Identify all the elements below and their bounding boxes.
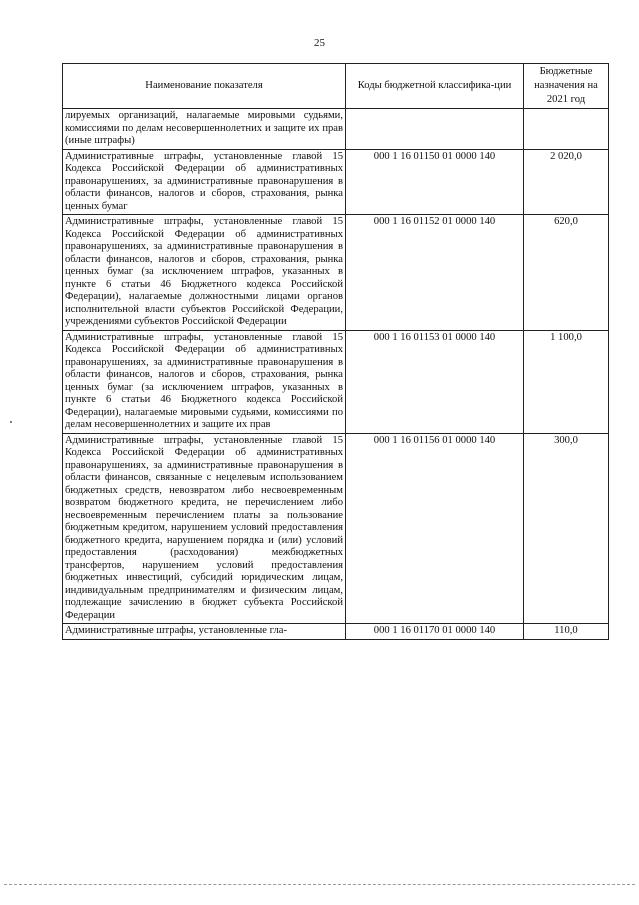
budget-table xyxy=(62,63,609,640)
table-row xyxy=(63,624,609,640)
row-amount: 110,0 xyxy=(524,624,609,640)
header-name: Наименование показателя xyxy=(63,64,346,109)
row-amount: 1 100,0 xyxy=(524,330,609,433)
scan-speck xyxy=(10,421,12,423)
row-name: Административные штрафы, установленные главой 15 Кодекса Российской Федерации об административных правонарушениях, за административные правонарушения в области финансов, связанные с нецелевым использованием бюджетных средств, невозвратом либо несвоевременным возвратом бюджетного кредита, не перечислением либо несвоевременным перечислением платы за пользование бюджетным кредитом, нарушением условий предоставления бюджетного кредита, нарушением порядка и (или) условий предоставления (расходования) межбюджетных трансфертов, нарушением условий предоставления бюджетных инвестиций, субсидий юридическим лицам, индивидуальным предпринимателям и физическим лицам, подлежащие зачислению в бюджет субъекта Российской Федерации xyxy=(63,433,346,624)
row-name: лируемых организаций, налагаемые мировыми судьями, комиссиями по делам несовершеннолетних и защите их прав (иные штрафы) xyxy=(63,109,346,150)
header-amount: Бюджетные назначения на 2021 год xyxy=(524,64,609,109)
table-row xyxy=(63,109,609,150)
row-code: 000 1 16 01156 01 0000 140 xyxy=(346,433,524,624)
table-row xyxy=(63,433,609,624)
table-row xyxy=(63,215,609,331)
row-name: Административные штрафы, установленные главой 15 Кодекса Российской Федерации об административных правонарушениях, за административные правонарушения в области финансов, налогов и сборов, страхования, рынка ценных бумаг xyxy=(63,149,346,215)
page-number: 25 xyxy=(314,37,325,49)
table-row xyxy=(63,149,609,215)
row-amount xyxy=(524,109,609,150)
table-row xyxy=(63,330,609,433)
row-amount: 300,0 xyxy=(524,433,609,624)
row-name: Административные штрафы, установленные главой 15 Кодекса Российской Федерации об административных правонарушениях, за административные правонарушения в области финансов, налогов и сборов, страхования, рынка ценных бумаг (за исключением штрафов, указанных в пункте 6 статьи 46 Бюджетного кодекса Российской Федерации), налагаемые мировыми судьями, комиссиями по делам несовершеннолетних и защите их прав xyxy=(63,330,346,433)
row-name: Административные штрафы, установленные главой 15 Кодекса Российской Федерации об административных правонарушениях, за административные правонарушения в области финансов, налогов и сборов, страхования, рынка ценных бумаг (за исключением штрафов, указанных в пункте 6 статьи 46 Бюджетного кодекса Российской Федерации), налагаемые должностными лицами органов исполнительной власти субъектов Российской Федерации, учреждениями субъектов Российской Федерации xyxy=(63,215,346,331)
row-code: 000 1 16 01152 01 0000 140 xyxy=(346,215,524,331)
row-amount: 620,0 xyxy=(524,215,609,331)
row-code: 000 1 16 01153 01 0000 140 xyxy=(346,330,524,433)
row-code: 000 1 16 01150 01 0000 140 xyxy=(346,149,524,215)
row-name: Административные штрафы, установленные гла- xyxy=(63,624,346,640)
table-header-row xyxy=(63,64,609,109)
header-code: Коды бюджетной классифика-ции xyxy=(346,64,524,109)
scan-bottom-edge xyxy=(4,884,635,885)
row-amount: 2 020,0 xyxy=(524,149,609,215)
row-code xyxy=(346,109,524,150)
row-code: 000 1 16 01170 01 0000 140 xyxy=(346,624,524,640)
